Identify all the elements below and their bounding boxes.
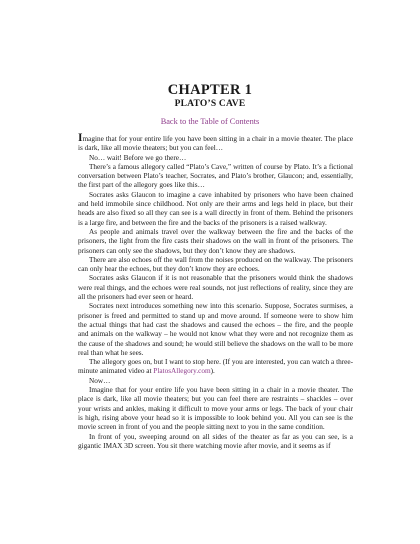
paragraph: Now… bbox=[89, 376, 111, 385]
paragraph bbox=[78, 134, 353, 154]
chapter-subtitle: PLATO’S CAVE bbox=[174, 99, 246, 109]
paragraph: Socrates asks Glaucon to imagine a cave inhabited by prisoners who have been chained and held immobile since childhood. Not only are their arms and legs held in place, but their heads are also fixed so all they can see is a wall directly in front of them. Behind the prisoners is a large fire, and between the fire and the backs of the prisoners is a raised walkway. bbox=[78, 190, 353, 227]
chapter-heading: CHAPTER 1 bbox=[167, 82, 253, 98]
paragraph: There are also echoes off the wall from the noises produced on the walkway. The prisoners can only hear the echoes, but they don’t know they are echoes. bbox=[78, 255, 353, 274]
paragraph: Imagine that for your entire life you have been sitting in a chair in a movie theater. The place is dark, like all movie theaters; but you can feel there are restraints – shackles – over your wrists and ankles, making it difficult to move your arms or legs. The back of your chair is high, rising above your head so it is impossible to look behind you. All you can see is the movie screen in front of you and the people sitting next to you in the same condition. bbox=[78, 386, 353, 432]
paragraph: Socrates next introduces something new into this scenario. Suppose, Socrates surmises, a prisoner is freed and permitted to stand up and move around. If someone were to show him the actual things that had cast the shadows and caused the echoes – the fire, and the people and animals on the walkway – he would not know what they were and not recognize them as the cause of the shadows and sound; he would still believe the shadows on the wall to be more real than what he sees. bbox=[78, 302, 353, 357]
paragraph: There’s a famous allegory called “Plato’s Cave,” written of course by Plato. It’s a fictional conversation between Plato’s teacher, Socrates, and Plato’s brother, Glaucon; and, essentially, the first part of the allegory goes like this… bbox=[78, 162, 353, 190]
chapter-body bbox=[78, 134, 353, 451]
paragraph: As people and animals travel over the walkway between the fire and the backs of the prisoners, the light from the fire casts their shadows on the wall in front of the prisoners. The prisoners can only see the shadows, but they don’t know they are shadows. bbox=[78, 227, 353, 255]
platos-allegory-link[interactable]: PlatosAllegory.com bbox=[153, 367, 211, 376]
paragraph: Socrates asks Glaucon if it is not reasonable that the prisoners would think the shadows were real things, and the echoes were real sounds, not just reflections of reality, since they are all the prisoners had ever seen or heard. bbox=[78, 274, 353, 302]
paragraph bbox=[78, 358, 353, 377]
paragraph-text: magine that for your entire life you have been sitting in a chair in a movie theater. The place is dark, like all movie theaters; but you can feel… bbox=[78, 135, 353, 153]
back-to-toc-link[interactable]: Back to the Table of Contents bbox=[160, 117, 260, 126]
paragraph-text: The allegory goes on, but I want to stop here. (If you are interested, you can watch a three-minute animated video at bbox=[78, 358, 353, 376]
paragraph-text: ). bbox=[210, 367, 215, 376]
paragraph: In front of you, sweeping around on all sides of the theater as far as you can see, is a gigantic IMAX 3D screen. You sit there watching movie after movie, and it seems as if bbox=[78, 432, 353, 450]
drop-cap: I bbox=[78, 132, 83, 144]
paragraph: No… wait! Before we go there… bbox=[89, 153, 187, 162]
